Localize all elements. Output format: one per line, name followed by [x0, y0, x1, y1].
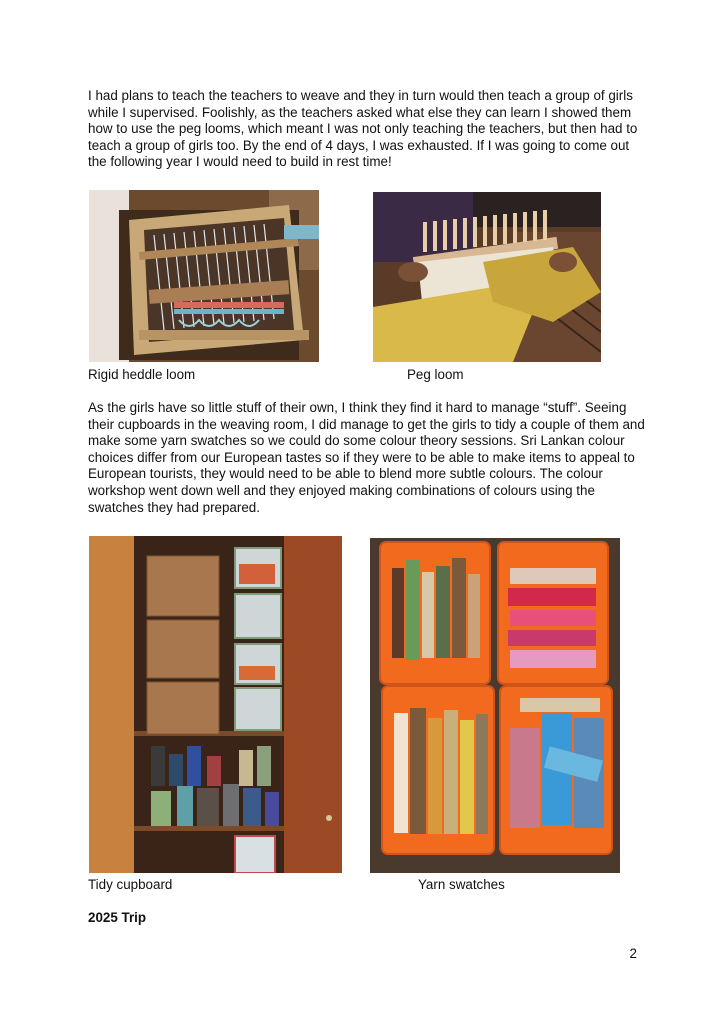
paragraph-weaving-plans: I had plans to teach the teachers to weave and they in turn would then teach a group of girls while I supervised. Foolishly, as the teachers asked what else they can learn I showed them how to use the peg looms, which meant I was not only teaching the teachers, but then had to teach a group of girls too. By the end of 4 days, I was exhausted. If I was going to come out the following year I would need to build in rest time! [88, 88, 638, 170]
caption-yarn-swatches: Yarn swatches [418, 877, 505, 892]
caption-peg-loom: Peg loom [407, 367, 464, 382]
peg-loom-photo [373, 192, 601, 362]
caption-tidy-cupboard: Tidy cupboard [88, 877, 173, 892]
yarn-swatches-photo [370, 538, 620, 873]
tidy-cupboard-photo [89, 536, 342, 873]
rigid-heddle-loom-photo [89, 190, 319, 362]
paragraph-colour-workshop: As the girls have so little stuff of their own, I think they find it hard to manage “stuff”. Seeing their cupboards in the weaving room, I did manage to get the girls to tidy a couple of them and make some yarn swatches so we could do some colour theory sessions. Sri Lankan colour choices differ from our European tastes so if they were to be able to make items to appeal to European tourists, they would need to be able to blend more subtle colours. The colour workshop went down well and they enjoyed making combinations of colours using the swatches they had prepared. [88, 400, 645, 515]
section-heading-2025-trip: 2025 Trip [88, 910, 147, 925]
caption-rigid-heddle-loom: Rigid heddle loom [88, 367, 196, 382]
page-number: 2 [629, 946, 637, 961]
